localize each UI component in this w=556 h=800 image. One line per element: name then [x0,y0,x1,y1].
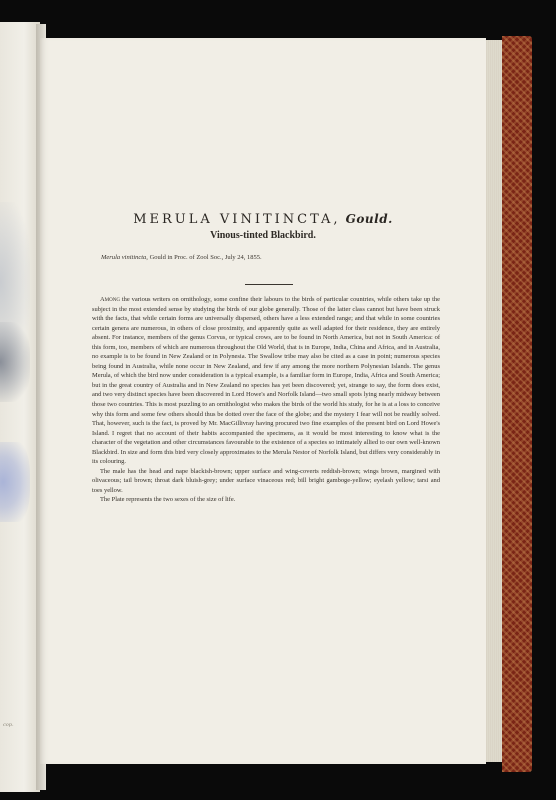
paragraph: The Plate represents the two sexes of the size of life. [100,496,236,504]
plate-illustration-fragment [0,442,30,522]
facing-plate-page [0,22,40,792]
text-page [40,38,486,764]
synonym-name: Merula vinitincta, [101,254,148,261]
species-heading [40,208,486,227]
plate-illustration-fragment [0,322,30,402]
book-cover-edge [502,36,532,772]
paragraph-text: the various writers on ornithology, some confine their labours to the birds of particular countries, while others take up the subject in the most extended sense by studying the birds of our globe generally. Those of the latter class cannot but have been struck with the facts, that while certain forms are universally dispersed, others have a less extended range; and that while in some countries certain genera are numerous, in others of close proximity, and apparently quite as well adapted for their residence, they are entirely absent. For instance, members of the genus Corvus, or typical crows, are to be found in North America, but not in South America: of this form, too, members of which are numerous throughout the Old World, that is in Europe, India, China and Africa, and in Australia, no example is to be found in New Zealand or in Polynesia. The Swallow tribe may also be cited as a case in point; numerous species being found in Australia, while none occur in New Zealand, and few if any among the more northern Polynesian Islands. The genus Merula, of which the bird now under consideration is a typical example, is a familiar form in Europe, India, Africa and South America; but in the great country of Australia and in New Zealand no species has yet been discovered; yet, strange to say, the form does exist, and two very distinct species have been discovered in Lord Howe's and Norfolk Island—two small spots lying nearly midway between those two countries. This is most puzzling to an ornithologist who makes the birds of the world his study, for he is at a loss to conceive why this form and some few others should thus be dotted over the face of the globe; and the mystery I fear will not be readily solved. That, however, such is the fact, is proved by Mr. MacGillivray having procured two fine examples of the present bird on Lord Howe's Island. I regret that no account of their habits accompanied the specimens, as it would be most interesting to know what is the character of the vegetation and other circumstances favourable to the existence of a species so intimately allied to our own well-known Blackbird. In size and form this bird very closely approximates to the Merula Nestor of Norfolk Island, but differs very considerably in its colouring. [92,296,440,466]
paragraph: The male has the head and nape blackish-brown; upper surface and wing-coverts reddish-brown; wings brown, margined with olivaceous; tail brown; throat dark bluish-grey; under surface vinaceous red; bill bright gamboge-yellow; eyelash yellow; tarsi and toes yellow. [92,467,440,494]
body-text [92,295,440,505]
common-name: Vinous-tinted Blackbird. [210,230,316,241]
synonym-line [101,254,262,261]
species-authority: Gould. [345,212,393,226]
paragraph [92,295,440,467]
plate-caption: cop. [3,722,14,728]
page-edges [484,40,504,762]
section-divider [245,284,293,285]
paragraph-lead-word: Among [100,296,120,303]
species-name: MERULA VINITINCTA, [133,212,341,227]
synonym-reference: Gould in Proc. of Zool Soc., July 24, 1855. [149,254,262,261]
